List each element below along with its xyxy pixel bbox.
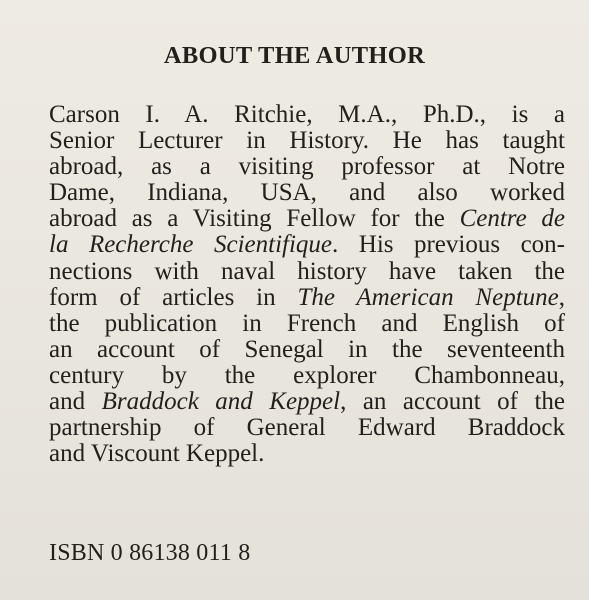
bio-line	[49, 441, 565, 467]
bio-text: nections with naval history have taken the	[49, 257, 565, 285]
bio-text: , an account of the	[340, 388, 565, 416]
bio-text: abroad, as a visiting professor at Notre	[49, 153, 565, 181]
bio-text: Dame, Indiana, USA, and also worked	[49, 179, 565, 207]
bio-text: century by the explorer Chambonneau,	[49, 361, 565, 389]
bio-line	[49, 154, 565, 180]
bio-line	[49, 415, 565, 441]
bio-text: Carson I. A. Ritchie, M.A., Ph.D., is a	[49, 101, 565, 128]
author-biography	[49, 102, 565, 467]
bio-text: Senior Lecturer in History. He has taught	[49, 127, 565, 155]
bio-line	[49, 311, 565, 337]
bio-text: ,	[558, 283, 565, 311]
bio-text: partnership of General Edward Braddock	[49, 414, 565, 442]
bio-line	[49, 285, 565, 311]
bio-text: and Viscount Keppel.	[49, 440, 265, 468]
bio-line	[49, 337, 565, 363]
bio-italic-title: Centre de	[459, 205, 565, 233]
bio-text: . His previous con-	[332, 231, 565, 259]
bio-italic-title: la Recherche Scientifique	[49, 231, 333, 259]
section-heading: ABOUT THE AUTHOR	[163, 42, 426, 69]
bio-text: an account of Senegal in the seventeenth	[49, 335, 565, 363]
bio-line	[49, 180, 565, 206]
bio-text: the publication in French and English of	[49, 309, 565, 337]
bio-line	[49, 102, 565, 128]
bio-text: and	[49, 388, 102, 416]
isbn-number: ISBN 0 86138 011 8	[49, 540, 251, 566]
bio-line	[49, 128, 565, 154]
bio-line	[49, 206, 565, 232]
bio-text: form of articles in	[49, 283, 298, 311]
bio-text: abroad as a Visiting Fellow for the	[49, 205, 460, 233]
bio-line	[49, 363, 565, 389]
bio-italic-title: Braddock and Keppel	[101, 388, 341, 416]
bio-line	[49, 389, 565, 415]
bio-line	[49, 232, 565, 258]
bio-italic-title: The American Neptune	[297, 283, 559, 311]
bio-line	[49, 259, 565, 285]
